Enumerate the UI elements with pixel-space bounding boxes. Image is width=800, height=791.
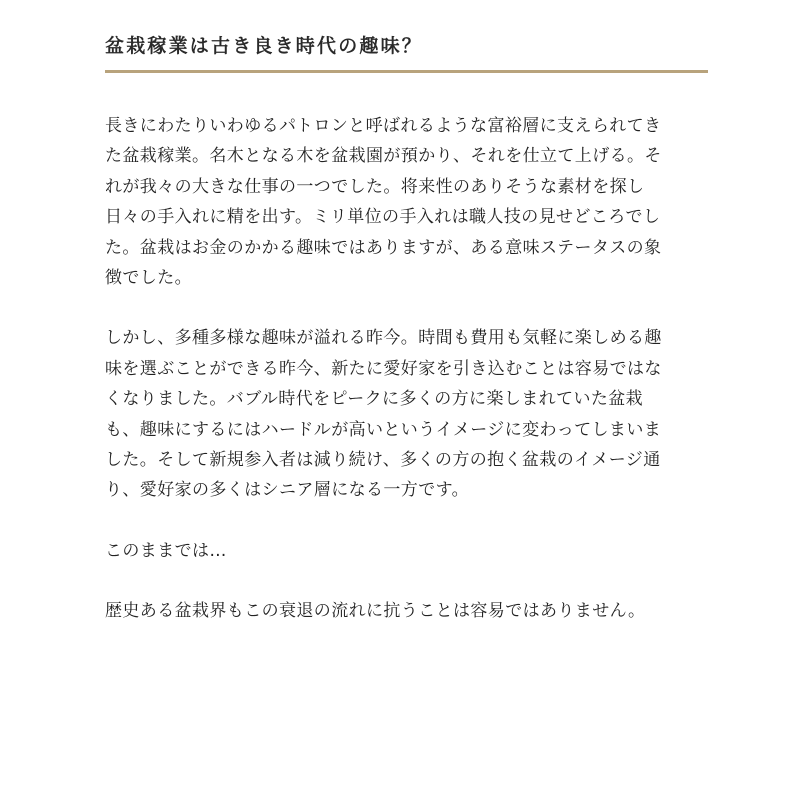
text-line: した。そして新規参入者は減り続け、多くの方の抱く盆栽のイメージ通 bbox=[105, 450, 661, 471]
text-line: れが我々の大きな仕事の一つでした。将来性のありそうな素材を探し bbox=[105, 176, 645, 197]
text-line: 歴史ある盆栽界もこの衰退の流れに抗うことは容易ではありません。 bbox=[105, 601, 646, 622]
text-line: た盆栽稼業。名木となる木を盆栽園が預かり、それを仕立て上げる。そ bbox=[105, 146, 662, 167]
heading-divider bbox=[105, 70, 708, 73]
text-line: しかし、多種多様な趣味が溢れる昨今。時間も費用も気軽に楽しめる趣 bbox=[105, 328, 662, 349]
paragraph-decline bbox=[105, 323, 708, 505]
article-body bbox=[105, 111, 708, 627]
paragraph-transition bbox=[105, 536, 708, 566]
article-heading: 盆栽稼業は古き良き時代の趣味？ bbox=[105, 35, 424, 57]
text-line: 味を選ぶことができる昨今、新たに愛好家を引き込むことは容易ではな bbox=[105, 358, 662, 379]
paragraph-conclusion bbox=[105, 596, 708, 626]
text-line: 徴でした。 bbox=[105, 268, 192, 289]
text-line: り、愛好家の多くはシニア層になる一方です。 bbox=[105, 480, 470, 501]
text-line: た。盆栽はお金のかかる趣味ではありますが、ある意味ステータスの象 bbox=[105, 237, 662, 258]
text-line: 長きにわたりいわゆるパトロンと呼ばれるような富裕層に支えられてき bbox=[105, 116, 662, 136]
text-line: くなりました。バブル時代をピークに多くの方に楽しまれていた盆栽 bbox=[105, 389, 644, 410]
text-line: 日々の手入れに精を出す。ミリ単位の手入れは職人技の見せどころでし bbox=[105, 207, 661, 228]
text-line: このままでは… bbox=[105, 540, 227, 561]
paragraph-history bbox=[105, 111, 708, 293]
text-line: も、趣味にするにはハードルが高いというイメージに変わってしまいま bbox=[105, 419, 662, 440]
article bbox=[105, 28, 708, 657]
